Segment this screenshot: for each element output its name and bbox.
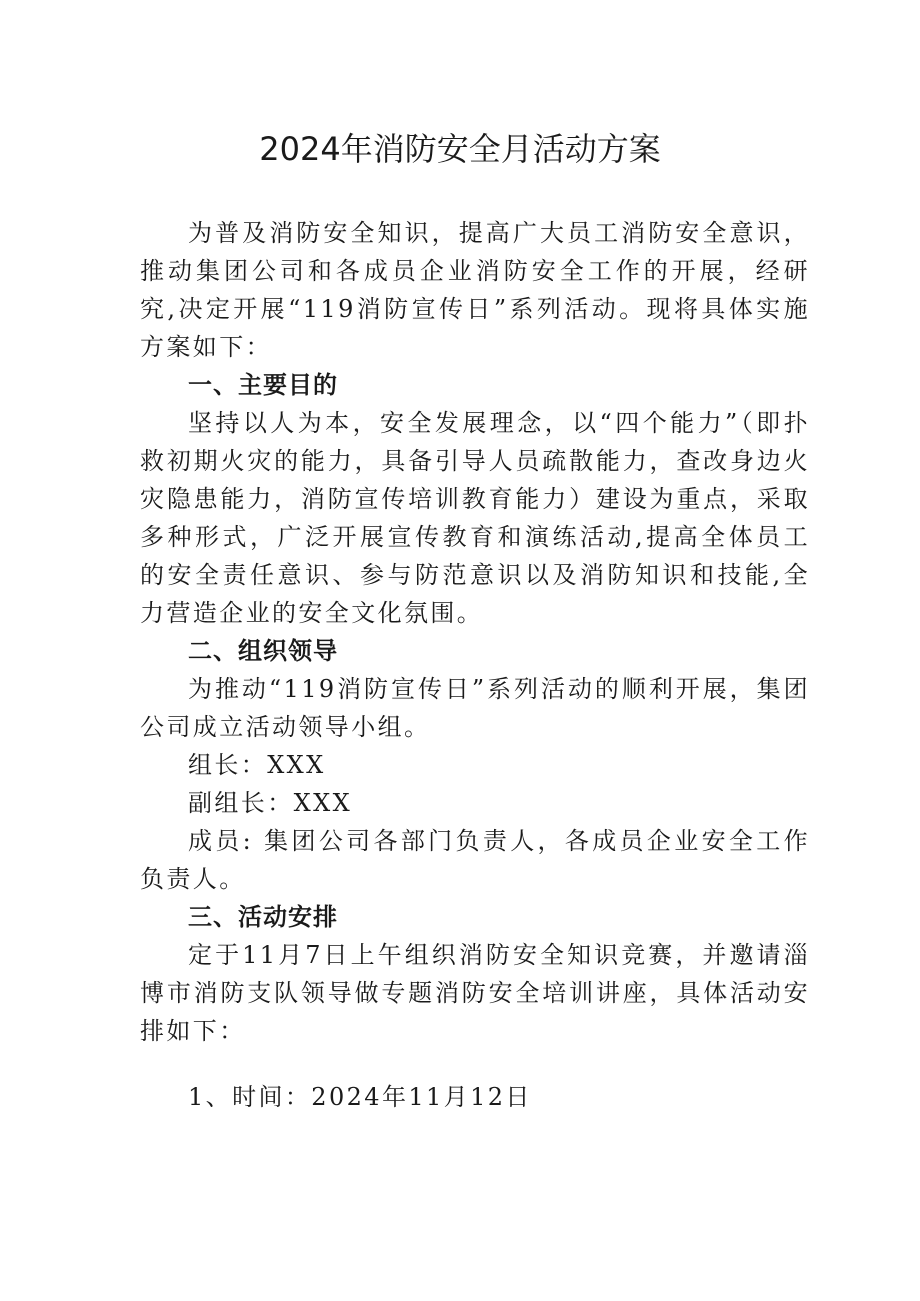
purpose-paragraph: 坚持以人为本，安全发展理念，以“四个能力”（即扑救初期火灾的能力，具备引导人员疏散能力，查改身边火灾隐患能力，消防宣传培训教育能力）建设为重点，采取多种形式，广泛开展宣传教育和演练活动,提高全体员工的安全责任意识、参与防范意识以及消防知识和技能,全力营造企业的安全文化氛围。 (140, 409, 810, 627)
section-heading-arrangement: 三、活动安排 (188, 903, 338, 931)
deputy-leader-line: 副组长：XXX (188, 789, 353, 817)
group-leader-line: 组长：XXX (188, 751, 326, 779)
document-body (140, 214, 810, 1116)
document-title: 2024年消防安全月活动方案 (259, 130, 661, 168)
organization-paragraph: 为推动“119消防宣传日”系列活动的顺利开展，集团公司成立活动领导小组。 (140, 675, 810, 741)
section-heading-organization: 二、组织领导 (188, 637, 338, 665)
spacer (140, 1050, 810, 1078)
section-heading-purpose: 一、主要目的 (188, 371, 338, 399)
arrangement-paragraph: 定于11月7日上午组织消防安全知识竞赛，并邀请淄博市消防支队领导做专题消防安全培训讲座，具体活动安排如下： (140, 941, 810, 1045)
members-line: 成员: 集团公司各部门负责人，各成员企业安全工作负责人。 (140, 827, 810, 893)
time-item: 1、时间：2024年11月12日 (188, 1083, 532, 1111)
intro-paragraph: 为普及消防安全知识，提高广大员工消防安全意识，推动集团公司和各成员企业消防安全工作的开展，经研究,决定开展“119消防宣传日”系列活动。现将具体实施方案如下： (140, 219, 810, 361)
